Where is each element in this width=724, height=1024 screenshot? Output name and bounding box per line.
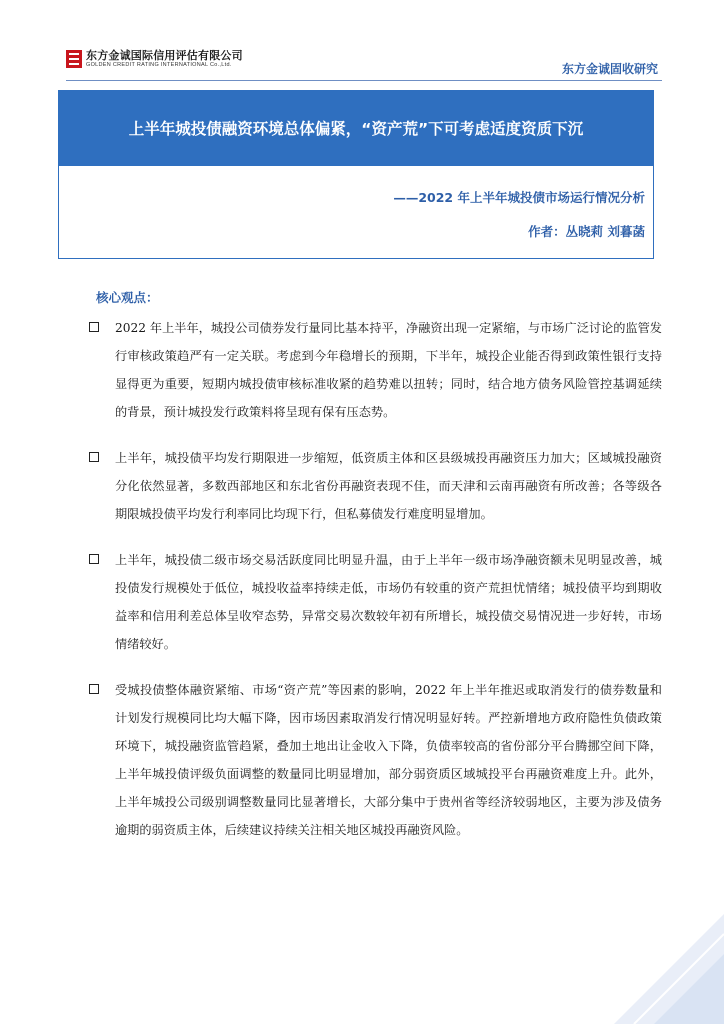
checkbox-bullet-icon [89,554,99,564]
corner-decoration-icon [594,894,724,1024]
point-text: 上半年，城投债平均发行期限进一步缩短，低资质主体和区县级城投再融资压力加大；区域城投融资分化依然显著，多数西部地区和东北省份再融资表现不佳，而天津和云南再融资有所改善；各等级各期限城投债平均发行利率同比均现下行，但私募债发行难度明显增加。 [115,451,662,521]
company-name-cn: 东方金诚国际信用评估有限公司 [86,49,243,62]
core-views-list [88,314,662,862]
checkbox-bullet-icon [89,684,99,694]
list-item [88,546,662,658]
company-logo [66,50,243,69]
company-name-en: GOLDEN CREDIT RATING INTERNATIONAL Co.,Ltd. [86,62,232,68]
report-title: 上半年城投债融资环境总体偏紧，“资产荒”下可考虑适度资质下沉 [58,90,654,166]
logo-mark-icon [66,50,82,68]
point-text: 上半年，城投债二级市场交易活跃度同比明显升温，由于上半年一级市场净融资额未见明显改善，城投债发行规模处于低位，城投收益率持续走低，市场仍有较重的资产荒担忧情绪；城投债平均到期收益率和信用利差总体呈收窄态势，异常交易次数较年初有所增长，城投债交易情况进一步好转，市场情绪较好。 [115,553,662,651]
list-item [88,314,662,426]
logo-text [86,50,243,69]
core-views-heading: 核心观点： [96,290,159,305]
point-text: 2022 年上半年，城投公司债券发行量同比基本持平，净融资出现一定紧缩，与市场广泛讨论的监管发行审核政策趋严有一定关联。考虑到今年稳增长的预期，下半年，城投企业能否得到政策性银行支持显得更为重要，短期内城投债审核标准收紧的趋势难以扭转；同时，结合地方债务风险管控基调延续的背景，预计城投发行政策料将呈现有保有压态势。 [115,321,662,419]
report-subtitle: ——2022 年上半年城投债市场运行情况分析 [393,190,645,205]
list-item [88,676,662,844]
subtitle-box [58,166,654,259]
list-item [88,444,662,528]
checkbox-bullet-icon [89,452,99,462]
header-divider [66,80,662,81]
checkbox-bullet-icon [89,322,99,332]
report-authors: 作者：丛晓莉 刘暮菡 [528,224,645,239]
department-label: 东方金诚固收研究 [561,62,658,76]
point-text: 受城投债整体融资紧缩、市场“资产荒”等因素的影响，2022 年上半年推迟或取消发行的债券数量和计划发行规模同比均大幅下降，因市场因素取消发行情况明显好转。严控新增地方政府隐性负债政策环境下，城投融资监管趋紧，叠加土地出让金收入下降，负债率较高的省份部分平台腾挪空间下降，上半年城投债评级负面调整的数量同比明显增加，部分弱资质区域城投平台再融资难度上升。此外，上半年城投公司级别调整数量同比显著增长，大部分集中于贵州省等经济较弱地区，主要为涉及债务逾期的弱资质主体，后续建议持续关注相关地区城投再融资风险。 [115,683,662,837]
